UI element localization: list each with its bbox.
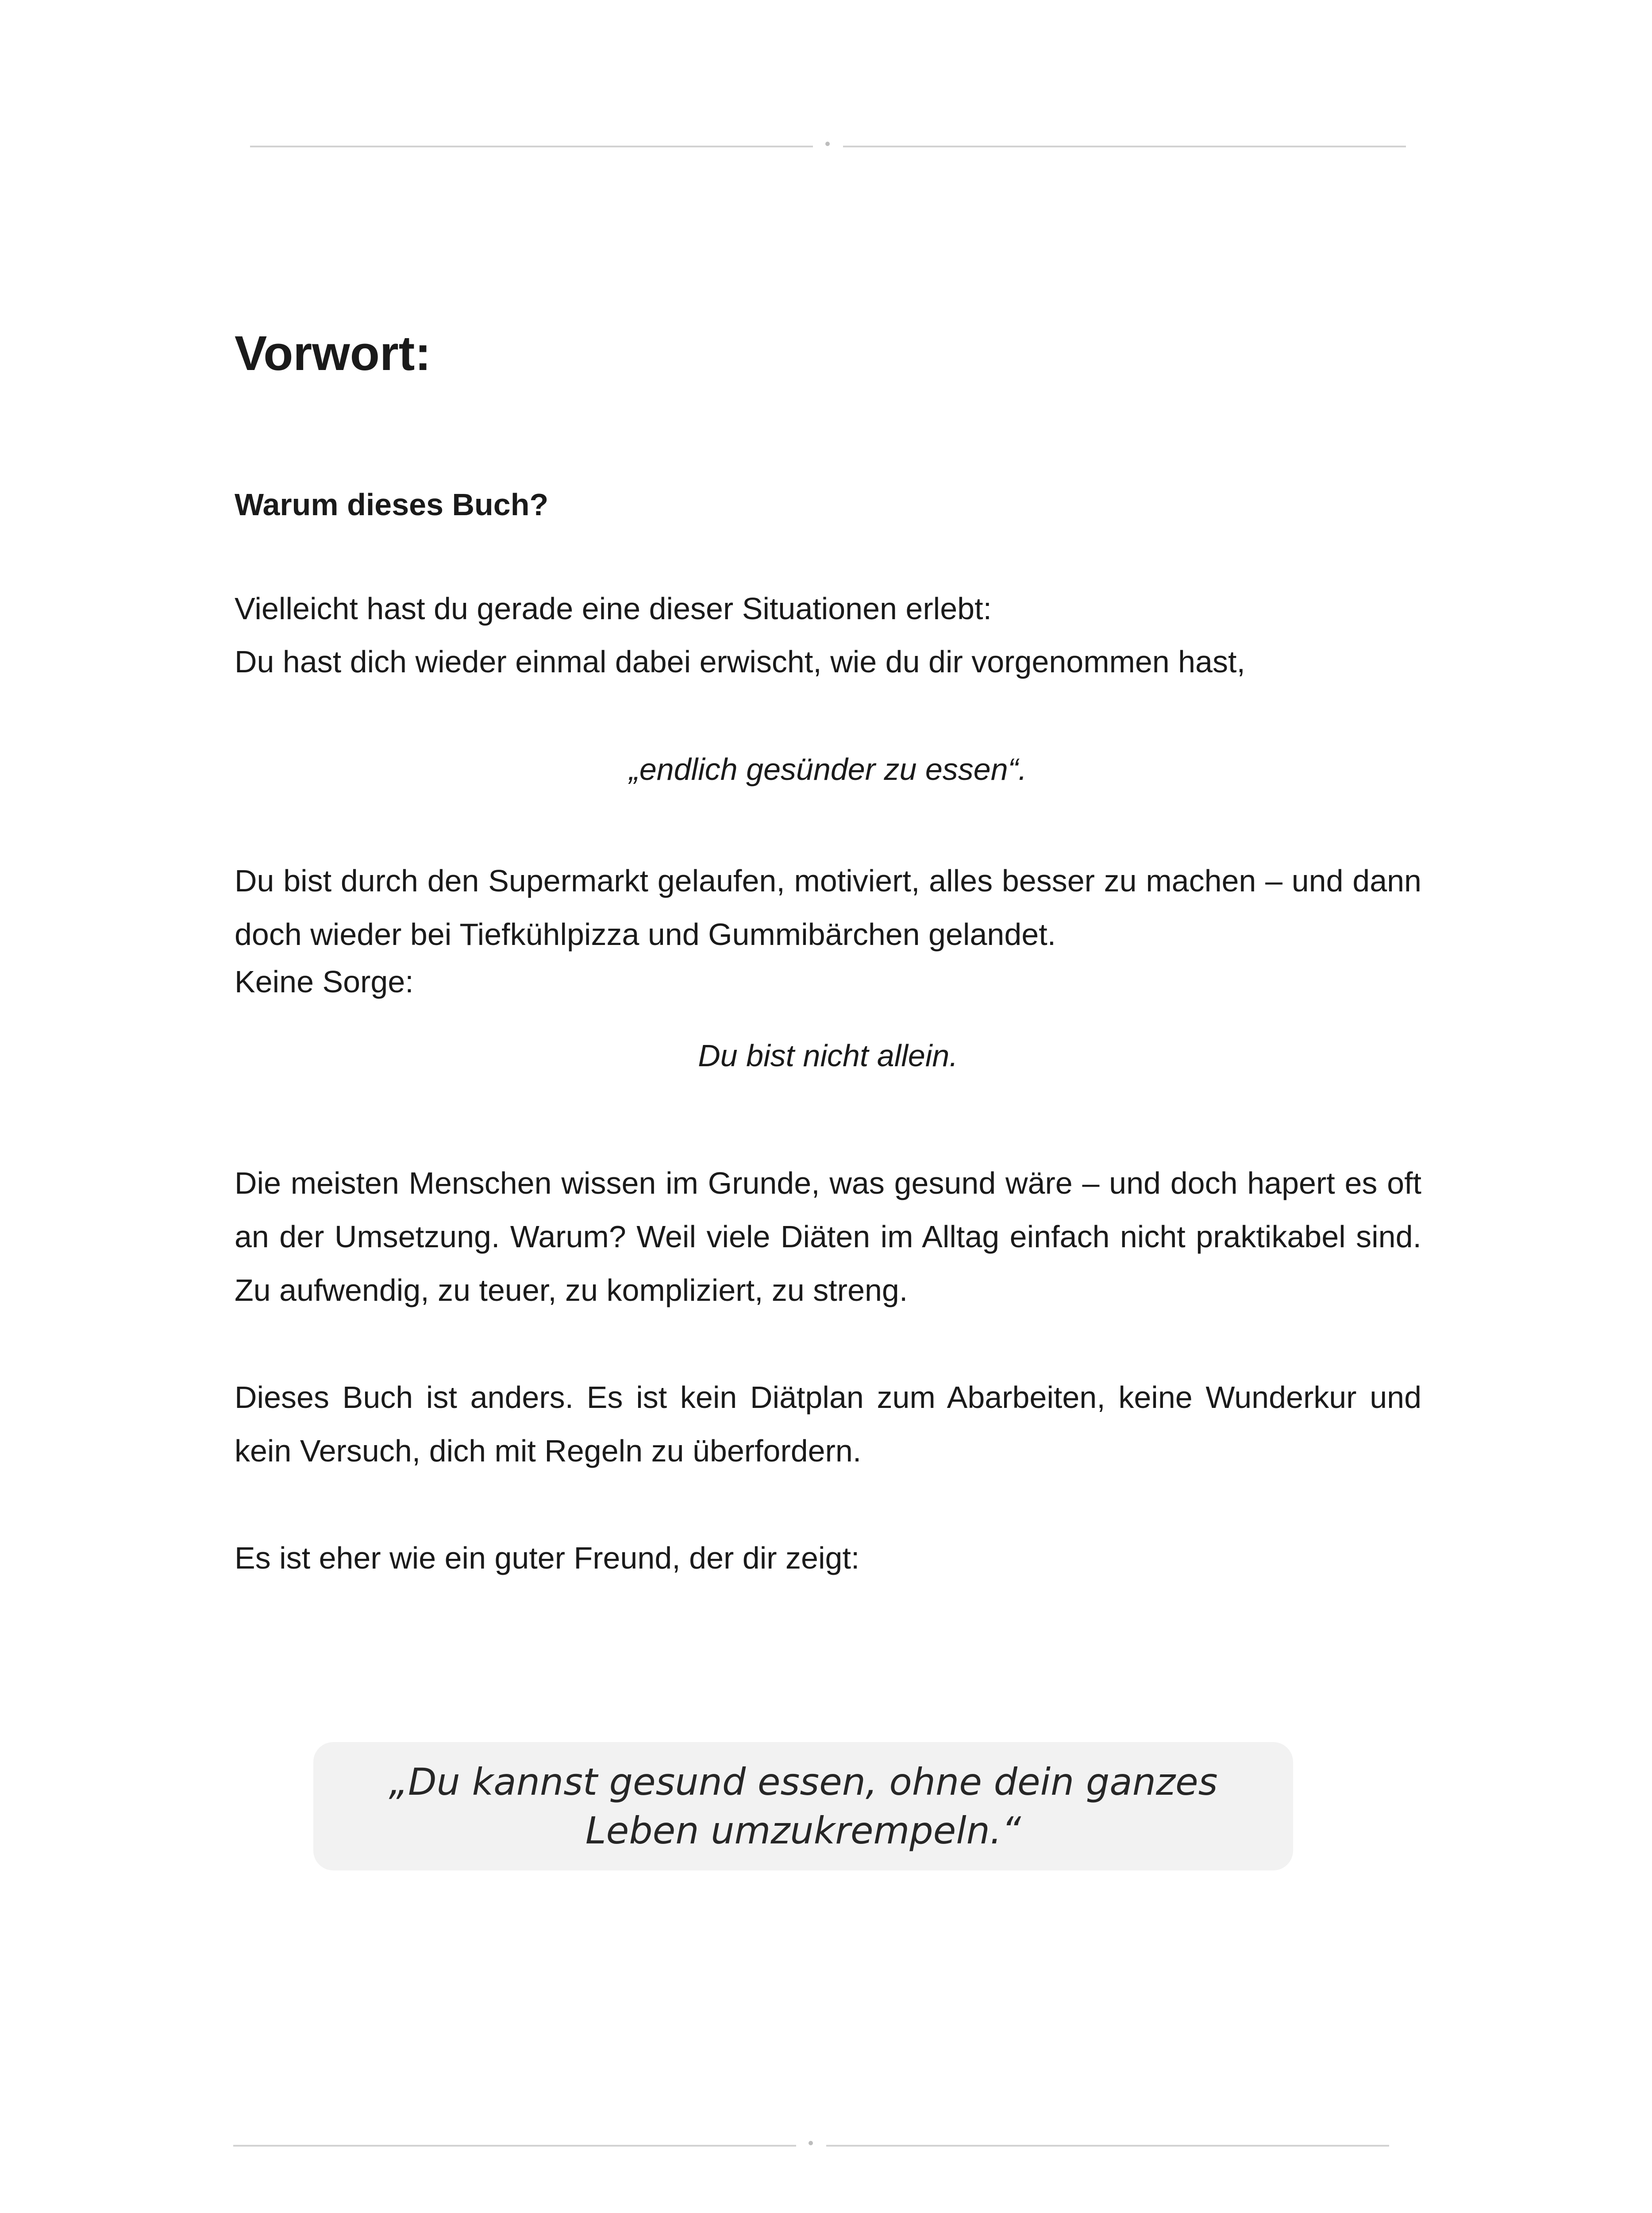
divider-line-left	[250, 146, 813, 147]
divider-line-right	[826, 2145, 1389, 2147]
italic-quote-1: „endlich gesünder zu essen“.	[629, 752, 1027, 787]
paragraph-1-tail: Keine Sorge:	[235, 964, 414, 999]
divider-dot	[825, 142, 830, 146]
divider-dot	[809, 2141, 813, 2145]
highlight-quote: „Du kannst gesund essen, ohne dein ganzes Leben umzukrempeln.“	[389, 1760, 1218, 1852]
paragraph-2: Die meisten Menschen wissen im Grunde, was gesund wäre – und doch hapert es oft an der Umsetzung. Warum? Weil viele Diäten im Alltag einfach nicht praktikabel sind. Zu aufwendig, zu teuer, zu kompliziert, zu streng.	[235, 1166, 1421, 1307]
top-divider	[250, 142, 1406, 150]
highlight-quote-box	[313, 1742, 1293, 1870]
bottom-divider	[233, 2141, 1389, 2150]
italic-quote-2: Du bist nicht allein.	[698, 1038, 958, 1073]
intro-line-2: Du hast dich wieder einmal dabei erwischt, wie du dir vorgenommen hast,	[235, 644, 1245, 679]
divider-line-right	[843, 146, 1406, 147]
divider-line-left	[233, 2145, 796, 2147]
intro-line-1: Vielleicht hast du gerade eine dieser Situationen erlebt:	[235, 591, 992, 626]
chapter-heading: Vorwort:	[235, 326, 431, 381]
paragraph-4: Es ist eher wie ein guter Freund, der dir zeigt:	[235, 1541, 860, 1575]
paragraph-1: Du bist durch den Supermarkt gelaufen, motiviert, alles besser zu machen – und dann doch wieder bei Tiefkühlpizza und Gummibärchen gelandet.	[235, 864, 1421, 952]
paragraph-3: Dieses Buch ist anders. Es ist kein Diätplan zum Abarbeiten, keine Wunderkur und kein Versuch, dich mit Regeln zu überfordern.	[235, 1380, 1421, 1468]
section-subheading: Warum dieses Buch?	[235, 487, 549, 522]
